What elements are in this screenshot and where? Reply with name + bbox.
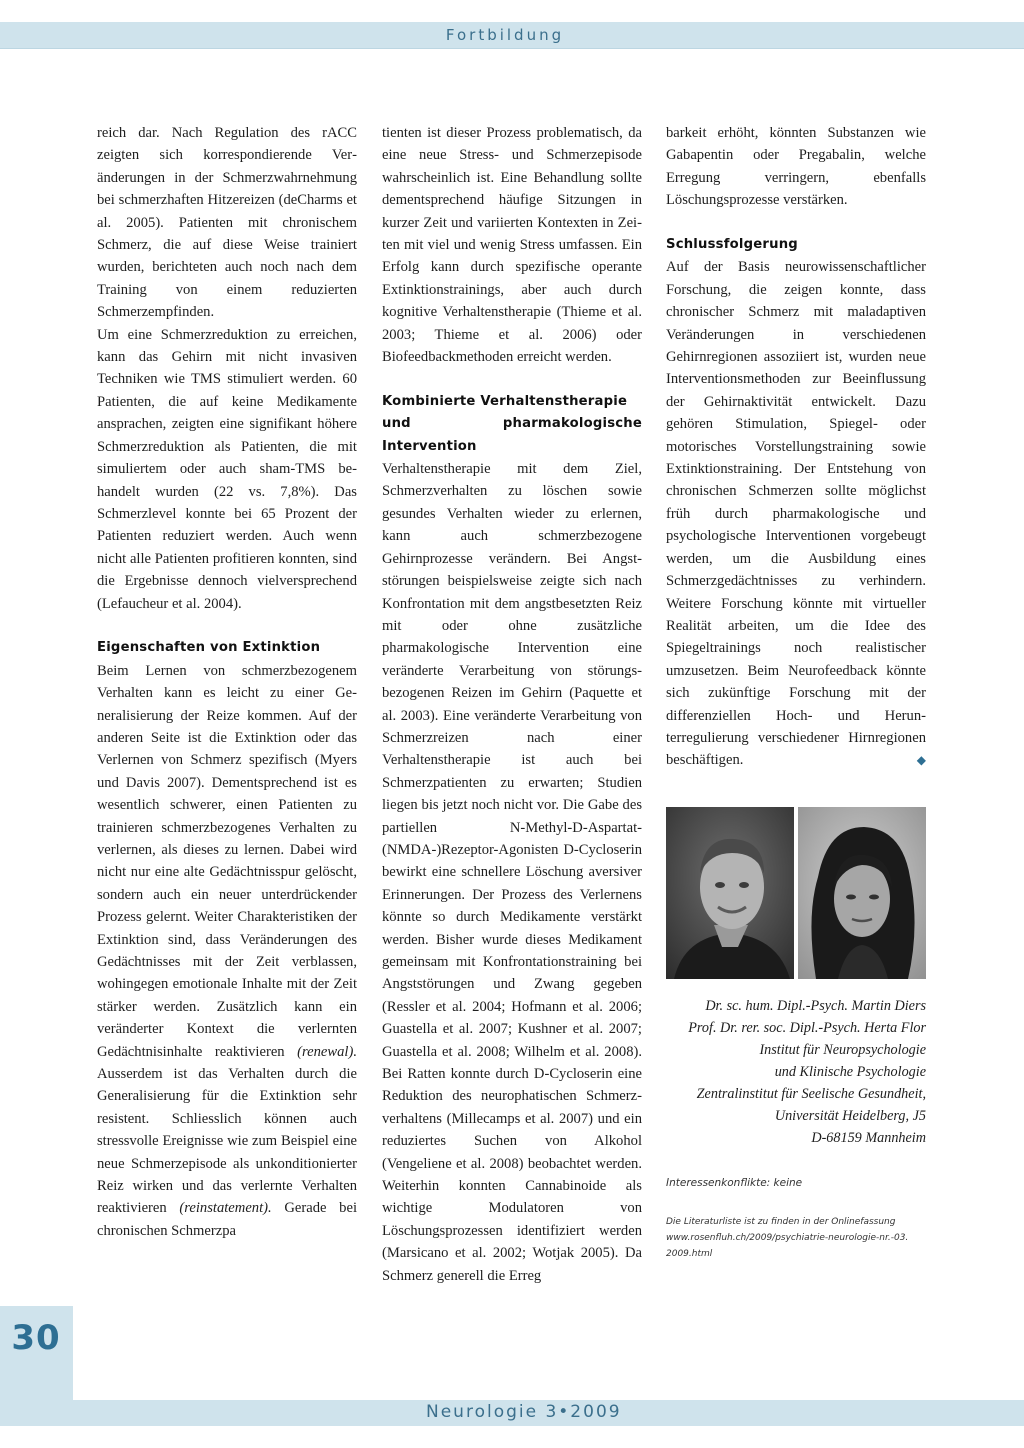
conflict-of-interest-note: Interessenkonflikte: keine <box>666 1177 803 1189</box>
term-renewal: (renewal). <box>297 1043 357 1060</box>
caption-line: D-68159 Mannheim <box>811 1130 926 1146</box>
caption-line: Prof. Dr. rer. soc. Dipl.-Psych. Herta Flor <box>688 1020 926 1036</box>
caption-line: Institut für Neuropsychologie <box>759 1042 926 1058</box>
paragraph: tienten ist dieser Prozess problematisch, da eine neue Stress- und Schmerzepisode wahrscheinlich ist. Eine Behandlung sollte dementsprechend häufige Sitzungen in kurzer Zeit und variierten Kontexten in Zeiten mit viel und wenig Stress umfassen. Ein Erfolg kann durch spezifische operante Extinktionstrainings, aber auch durch kognitive Verhaltenstherapie (Thieme et al. 2003; Thieme et al. 2006) oder Biofeedbackmethoden erreicht werden. <box>382 125 642 366</box>
literature-link[interactable]: www.rosenfluh.ch/2009/psychiatrie-neurologie-nr.-03. <box>666 1233 909 1243</box>
term-reinstatement: (reinstatement). <box>179 1200 272 1217</box>
caption-line: und Klinische Psychologie <box>774 1064 926 1080</box>
literature-note: Die Literaturliste ist zu finden in der Onlinefassung www.rosenfluh.ch/2009/psychiatrie-neurologie-nr.-03. 2009.html <box>666 1214 926 1262</box>
caption-line: Universität Heidelberg, J5 <box>774 1108 926 1124</box>
page-number: 30 <box>11 1318 61 1358</box>
caption-line: Zentralinstitut für Seelische Gesundheit, <box>696 1086 926 1102</box>
author-photos <box>666 807 926 979</box>
paragraph: barkeit erhöht, könnten Substanzen wie Gabapentin oder Pregabalin, welche Erregung verringern, ebenfalls Löschungsprozesse verstärken. <box>666 125 926 209</box>
end-of-article-icon: ◆ <box>916 753 926 768</box>
section-heading: Eigenschaften von Extinktion <box>97 640 321 656</box>
paragraph: Auf der Basis neurowissenschaftlicher Forschung, die zeigen konnte, dass chronischer Schmerz mit maladaptiven Veränderungen in verschiedenen Gehirnregionen assoziiert ist, wurden neue Interventionsmethoden zur Beeinflussung der Gehirnaktivität entwickelt. Dazu gehören Stimulation, Spiegel- oder motorisches Vorstellungstraining sowie Extinktionstraining. Der Entstehung von chronischen Schmerzen sollte möglichst früh durch pharmakologische und psychologische Interventionen vorgebeugt werden, um die Ausbildung eines Schmerzgedächtnisses zu verhindern. Weitere Forschung könnte mit virtueller Realität arbeiten, um die Idee des Spiegeltrainings noch realistischer umzusetzen. Beim Neurofeedback könnte sich zukünftige Forschung mit der differenziellen Hoch- und Herunterregulierung verschiedener Hirnregionen beschäftigen. ◆ <box>666 256 926 771</box>
author-photo-diers <box>666 807 794 979</box>
section-title: Fortbildung <box>445 26 565 44</box>
section-heading: Kombinierte Verhaltenstherapie und pharmakologische Intervention <box>382 393 642 454</box>
article-column-2 <box>382 122 642 1287</box>
paragraph: Beim Lernen von schmerzbezogenem Verhalten kann es leicht zu einer Generalisierung der Reize kommen. Auf der anderen Seite ist die Extinktion oder das Verlernen von Schmerz spezifisch (Myers und Davis 2007). Dementsprechend ist es wesentlich schwerer, einen Patienten zu trainieren schmerzbezogenes Verhalten zu verlernen, als dieses zu lernen. Dabei wird nicht nur eine alte Gedächtnisspur gelöscht, sondern auch ein neuer unterdrückender Prozess gelernt. Weiter Charakteristiken der Extinktion sind, dass Veränderungen des Gedächtnisses mit der Zeit verblassen, wohingegen emotionale Inhalte mit der Zeit stärker werden. Zusätzlich kann ein veränderter Kontext die verlernten Gedächtnisinhalte reaktivieren (renewal). Ausserdem ist das Verhalten durch die Generalisierung für die Extinktion sehr resistent. Schliesslich können auch stressvolle Ereignisse wie zum Beispiel eine neue Schmerzepisode als unkonditionierter Reiz wirken und das verlernte Verhalten reaktivieren (reinstatement). Gerade bei chronischen Schmerzpa <box>97 662 358 1239</box>
article-column-3 <box>666 122 926 772</box>
author-caption <box>666 995 926 1149</box>
paragraph: Verhaltenstherapie mit dem Ziel, Schmerzverhalten zu löschen sowie gesundes Verhalten wieder zu erlernen, kann auch schmerzbezogene Gehirnprozesse verändern. Bei Angststörungen beispielsweise zeigte sich nach Konfrontation mit dem angstbesetzten Reiz mit oder ohne zusätzliche pharmakologische Intervention eine veränderte Verarbeitung von störungsbezogenen Reizen im Gehirn (Paquette et al. 2003). Eine veränderte Verarbeitung von Schmerzreizen nach einer Verhaltenstherapie ist auch bei Schmerzpatienten zu erwarten; Studien liegen bis jetzt noch nicht vor. Die Gabe des partiellen N-Methyl-D-Aspartat-(NMDA-)Rezeptor-Agonisten D-Cycloserin bewirkt eine schnellere Löschung aversiver Erinnerungen. Der Prozess des Verlernens könnte so durch Medikamente verstärkt werden. Bisher wurde dieses Medikament gemeinsam mit Konfrontationstraining bei Angststörungen und Zwang gegeben (Ressler et al. 2004; Hofmann et al. 2006; Guastella et al. 2007; Kushner et al. 2007; Guastella et al. 2008; Wilhelm et al. 2008). Bei Ratten konnte durch D-Cycloserin eine Reduktion des neurophatischen Schmerzverhaltens (Millecamps et al. 2007) und ein reduziertes Suchen von Alkohol (Vengeliene et al. 2008) beobachtet werden. Weiterhin konnten Cannabinoide als wichtige Modulatoren von Löschungsprozessen identifiziert werden (Marsicano et al. 2002; Wotjak 2005). Da Schmerz generell die Erreg <box>382 461 642 1284</box>
article-column-1 <box>97 122 357 1242</box>
author-photo-flor <box>798 807 926 979</box>
caption-line: Dr. sc. hum. Dipl.-Psych. Martin Diers <box>705 998 926 1014</box>
journal-issue: Neurologie 3•2009 <box>426 1402 622 1422</box>
paragraph: Um eine Schmerzreduktion zu erreichen, kann das Gehirn mit nicht invasiven Techniken wie TMS stimuliert werden. 60 Patienten, die auf keine Medikamente ansprachen, zeigten eine signifikant höhere Schmerzreduktion als Patienten, die mit simuliertem oder auch sham-TMS behandelt wurden (22 vs. 7,8%). Das Schmerzlevel konnte bei 65 Prozent der Patienten reduziert werden. Auch wenn nicht alle Patienten profitieren konnten, sind die Ergebnisse dennoch vielversprechend (Lefaucheur et al. 2004). <box>97 326 357 612</box>
section-heading: Schlussfolgerung <box>666 237 798 253</box>
paragraph: reich dar. Nach Regulation des rACC zeigten sich korrespondierende Veränderungen in der Schmerzwahrnehmung bei schmerzhaften Hitzereizen (deCharms et al. 2005). Patienten mit chronischem Schmerz, die auf diese Weise trainiert wurden, berichteten auch noch nach dem Training von einem reduzierten Schmerzempfinden. <box>97 125 357 321</box>
